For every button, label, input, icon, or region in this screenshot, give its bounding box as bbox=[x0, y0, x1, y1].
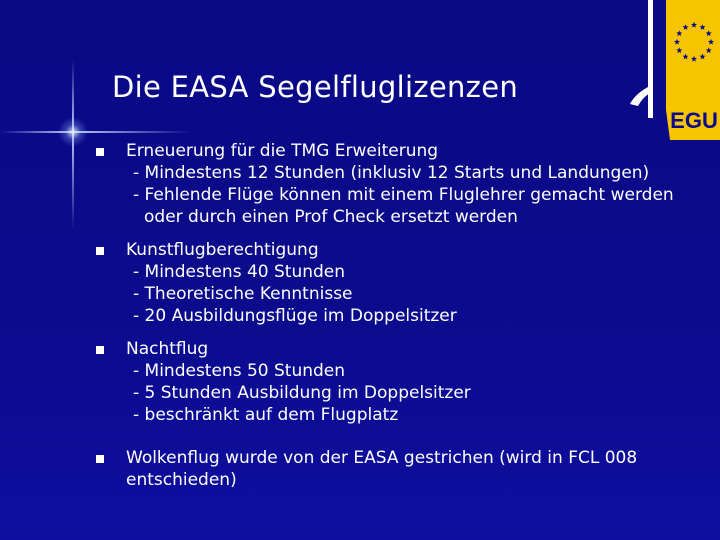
bullet-subline: - Fehlende Flüge können mit einem Fluglehrer gemacht werden bbox=[133, 185, 674, 205]
lens-flare-horizontal bbox=[0, 131, 190, 133]
bullet-subline: - Theoretische Kenntnisse bbox=[133, 284, 353, 304]
bullet-subline: - 20 Ausbildungsflüge im Doppelsitzer bbox=[133, 306, 457, 326]
logo-text: EGU bbox=[670, 108, 718, 133]
bullet-subline: - Mindestens 12 Stunden (inklusiv 12 Starts und Landungen) bbox=[133, 163, 650, 183]
bullet-marker-icon bbox=[96, 346, 104, 354]
bullet-item bbox=[96, 239, 716, 327]
bullet-subline: entschieden) bbox=[126, 470, 237, 490]
bullet-subline: - 5 Stunden Ausbildung im Doppelsitzer bbox=[133, 383, 471, 403]
bullet-item bbox=[96, 140, 716, 228]
bullet-subline: - beschränkt auf dem Flugplatz bbox=[133, 405, 399, 425]
bullet-marker-icon bbox=[96, 148, 104, 156]
bullet-heading: Kunstflugberechtigung bbox=[126, 240, 319, 260]
glider-fuselage-icon bbox=[648, 0, 653, 118]
bullet-list bbox=[96, 140, 716, 491]
bullet-heading: Erneuerung für die TMG Erweiterung bbox=[126, 141, 439, 161]
bullet-item bbox=[96, 338, 716, 426]
bullet-heading: Nachtflug bbox=[126, 339, 209, 359]
egu-logo bbox=[628, 0, 720, 140]
bullet-item bbox=[96, 447, 716, 491]
egu-logo-graphic bbox=[628, 0, 720, 140]
lens-flare-glow bbox=[58, 117, 88, 147]
bullet-subline: - Mindestens 50 Stunden bbox=[133, 361, 346, 381]
slide-title: Die EASA Segelfluglizenzen bbox=[112, 70, 519, 104]
bullet-marker-icon bbox=[96, 455, 104, 463]
bullet-subline: - Mindestens 40 Stunden bbox=[133, 262, 346, 282]
bullet-subline: oder durch einen Prof Check ersetzt werden bbox=[144, 207, 518, 227]
bullet-marker-icon bbox=[96, 247, 104, 255]
bullet-heading: Wolkenflug wurde von der EASA gestrichen (wird in FCL 008 bbox=[126, 448, 638, 468]
